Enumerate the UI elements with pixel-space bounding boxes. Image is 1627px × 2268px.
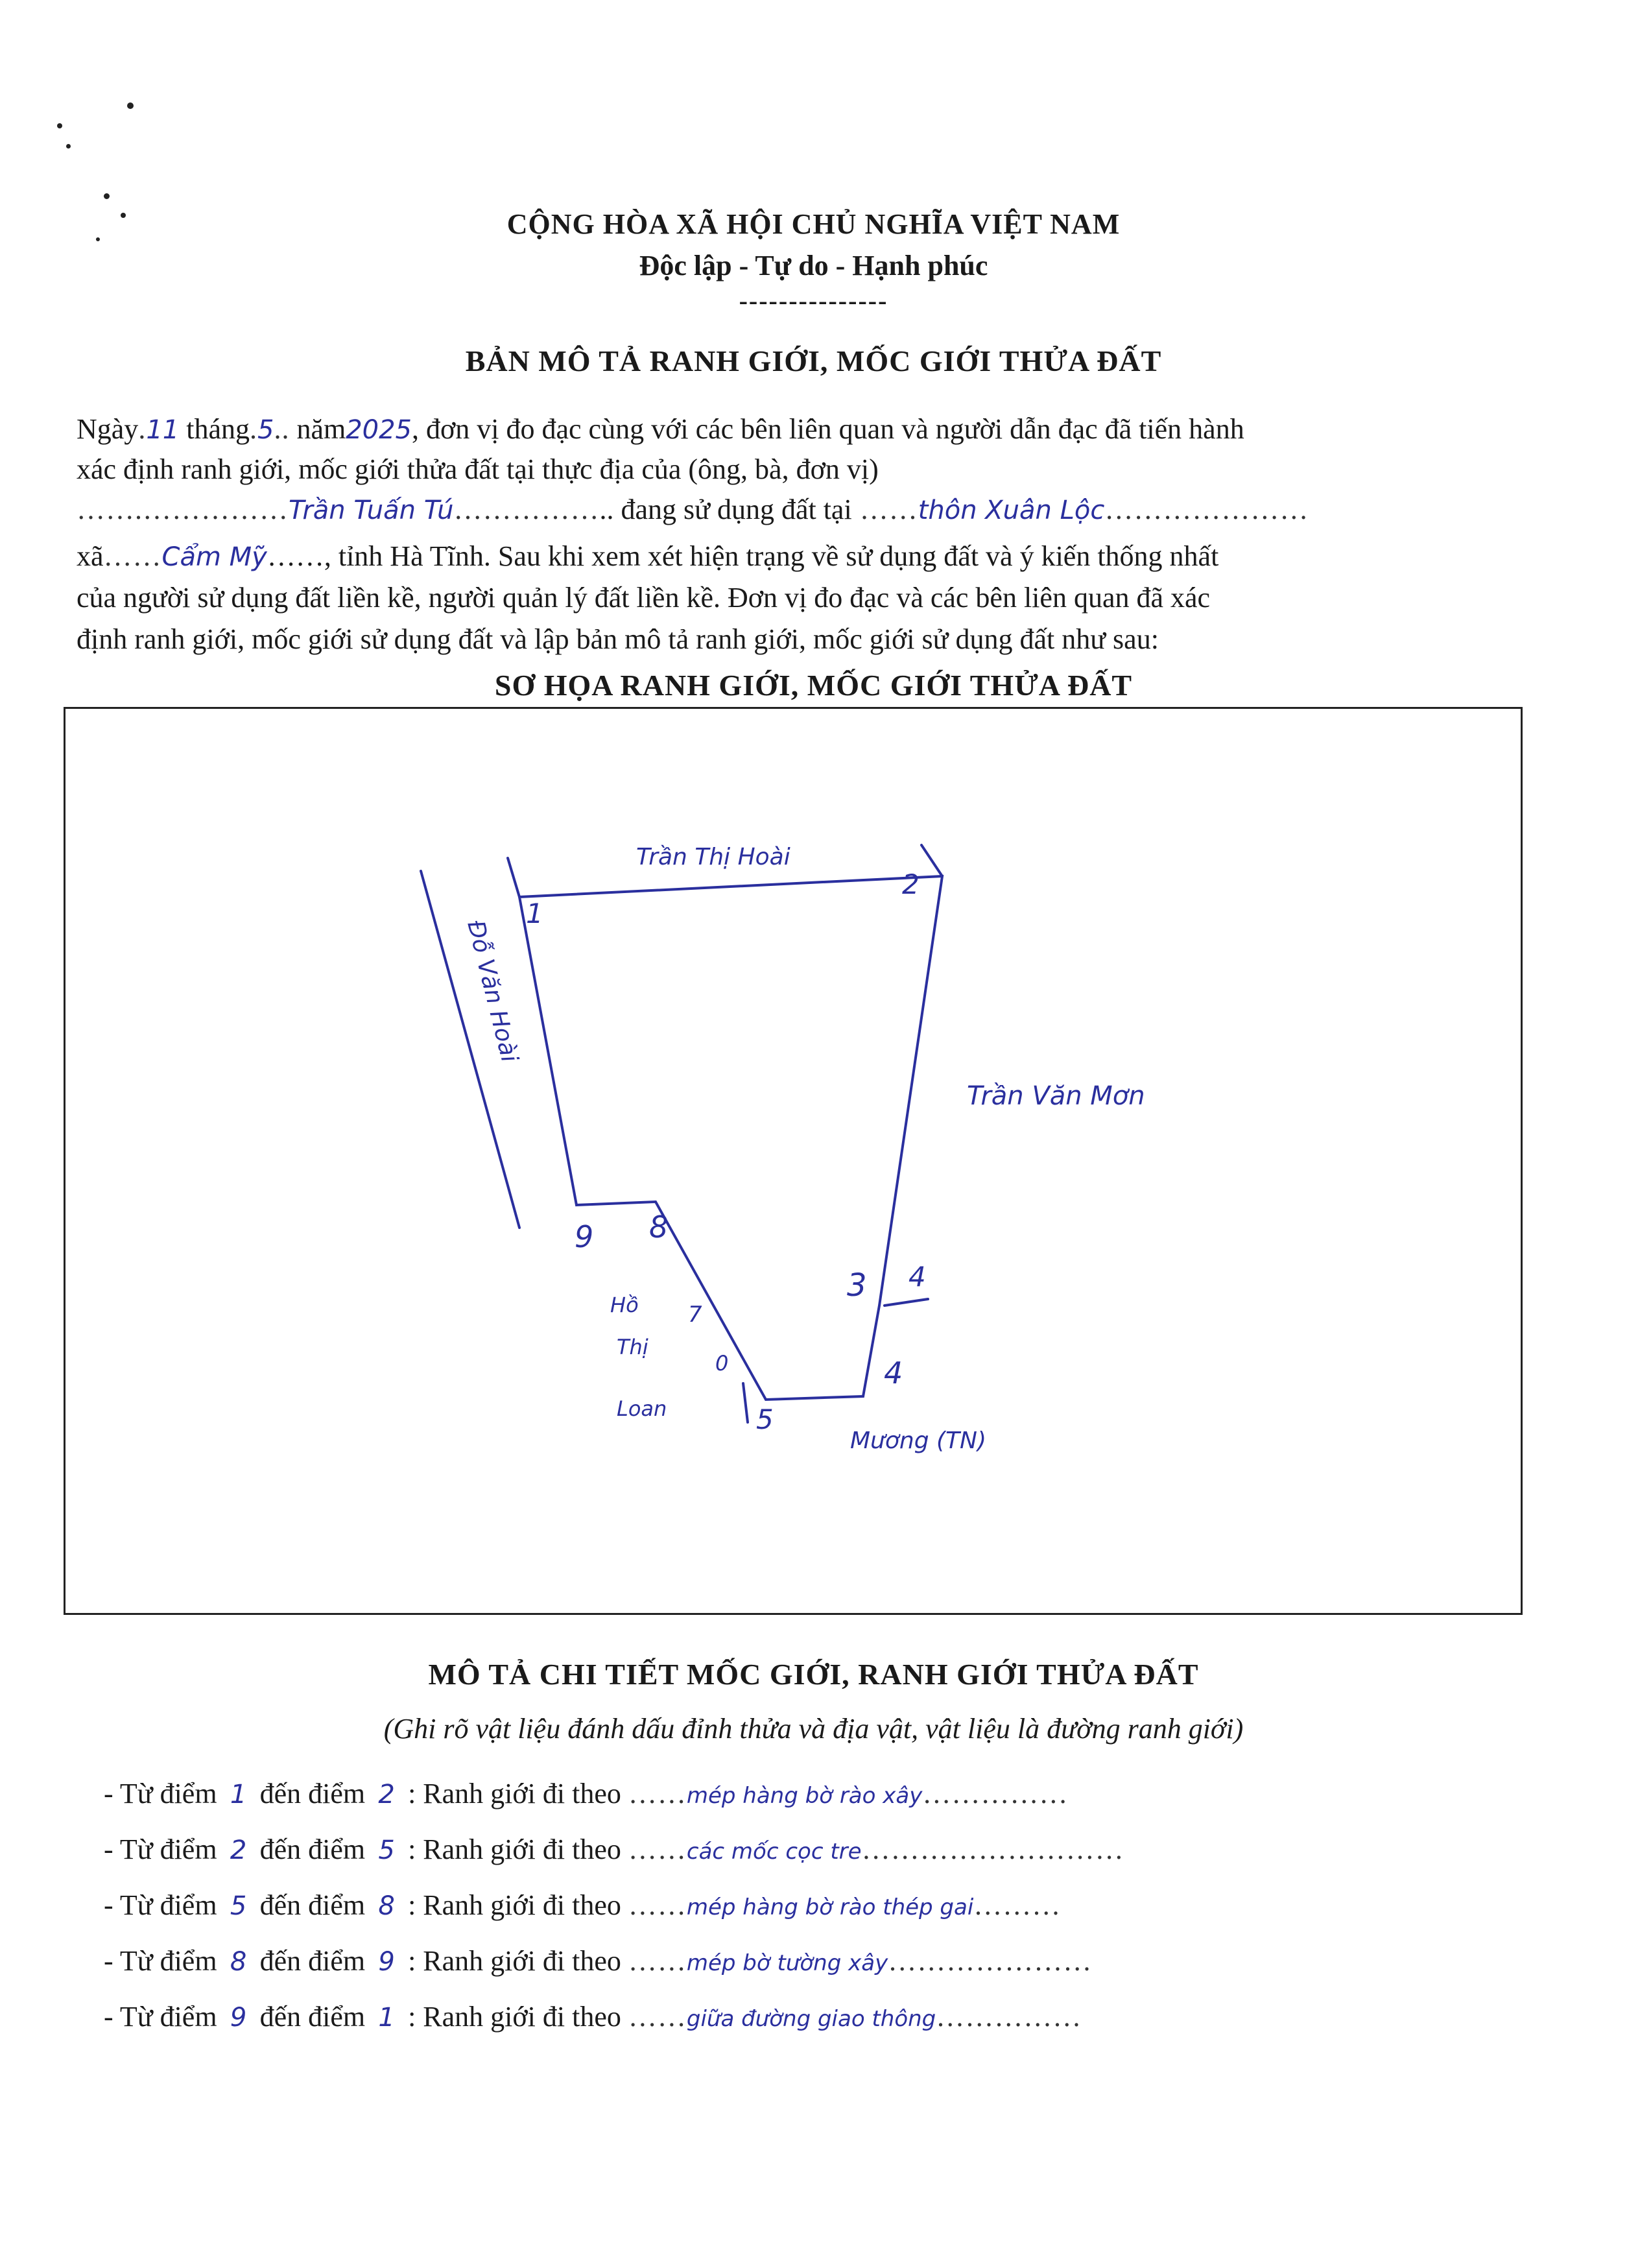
header-separator: --------------- [739,286,888,315]
scan-speck [66,144,71,149]
right-tick [885,1299,928,1306]
from-label: - Từ điểm [104,1833,217,1865]
point-label-6: 0 [715,1351,729,1376]
to-label: đến điểm [259,2001,366,2033]
from-point: 8 [230,1947,247,1977]
document-title: BẢN MÔ TẢ RANH GIỚI, MỐC GIỚI THỬA ĐẤT [465,344,1162,377]
from-label: - Từ điểm [104,1945,217,1977]
to-point: 9 [378,1947,395,1977]
from-label: - Từ điểm [104,1889,217,1921]
point-label-7: 7 [688,1302,702,1328]
follow-label: : Ranh giới đi theo [408,1833,621,1865]
point-label-4b: 4 [884,1355,903,1391]
follow-label: : Ranh giới đi theo [408,1889,621,1921]
boundary-row: - Từ điểm 5 đến điểm 8 : Ranh giới đi theo ……mép hàng bờ rào thép gai……… [104,1889,1062,1921]
to-point: 1 [378,2003,395,2033]
intro-line-3: …….……………Trần Tuấn Tú…………….. đang sử dụng đất tại ……thôn Xuân Lộc………………… [77,494,1309,525]
corner-tick-1 [508,858,519,897]
motto-heading: Độc lập - Tự do - Hạnh phúc [639,250,988,281]
detail-title: MÔ TẢ CHI TIẾT MỐC GIỚI, RANH GIỚI THỬA ĐẤT [428,1658,1199,1691]
point-label-9: 9 [575,1219,594,1254]
to-label: đến điểm [259,1945,366,1977]
neighbor-left-label: Đỗ Văn Hoài [462,918,523,1066]
point-label-2: 2 [902,868,920,900]
detail-note: (Ghi rõ vật liệu đánh dấu đỉnh thửa và địa vật, vật liệu là đường ranh giới) [383,1713,1244,1745]
point-label-4: 4 [909,1261,926,1293]
from-label: - Từ điểm [104,2001,217,2033]
nation-heading: CỘNG HÒA XÃ HỘI CHỦ NGHĨA VIỆT NAM [506,208,1121,240]
from-point: 9 [230,2003,247,2033]
intro-line-1-rest: , đơn vị đo đạc cùng với các bên liên quan và người dẫn đạc đã tiến hành [412,413,1244,445]
boundary-text: giữa đường giao thông [686,2006,936,2032]
to-label: đến điểm [259,1833,366,1865]
point-label-5: 5 [756,1403,774,1435]
neighbor-inner-line-2: Thị [617,1335,648,1359]
boundary-row: - Từ điểm 8 đến điểm 9 : Ranh giới đi theo ……mép bờ tường xây………………… [104,1945,1093,1977]
sketch-title: SƠ HỌA RANH GIỚI, MỐC GIỚI THỬA ĐẤT [494,669,1133,702]
to-point: 8 [378,1891,395,1921]
nam-value: 2025 [346,415,412,445]
neighbor-top-label: Trần Thị Hoài [636,844,790,870]
boundary-row: - Từ điểm 9 đến điểm 1 : Ranh giới đi theo ……giữa đường giao thông…………… [104,2001,1082,2033]
neighbor-inner-line-1: Hồ [610,1293,639,1317]
follow-label: : Ranh giới đi theo [408,2001,621,2033]
follow-label: : Ranh giới đi theo [408,1945,621,1977]
intro-line-5: của người sử dụng đất liền kề, người quản lý đất liền kề. Đơn vị đo đạc và các bên liên quan đã xác [77,582,1211,614]
boundary-row: - Từ điểm 1 đến điểm 2 : Ranh giới đi theo ……mép hàng bờ rào xây…………… [104,1778,1069,1809]
sketch-frame [64,707,1523,1615]
nam-label: năm [296,413,346,445]
parcel-sketch [65,709,1525,1617]
xa-value: Cẩm Mỹ [161,542,267,572]
to-label: đến điểm [259,1889,366,1921]
neighbor-inner-line-3: Loan [617,1396,667,1421]
point-label-1: 1 [526,898,543,929]
from-label: - Từ điểm [104,1778,217,1809]
intro-line-4-rest: ……, tỉnh Hà Tĩnh. Sau khi xem xét hiện trạng về sử dụng đất và ý kiến thống nhất [267,540,1219,572]
intro-line-4: xã……Cẩm Mỹ……, tỉnh Hà Tĩnh. Sau khi xem xét hiện trạng về sử dụng đất và ý kiến thống nhất [77,540,1219,572]
parcel-boundary [519,876,942,1400]
boundary-text: mép hàng bờ rào xây [686,1783,923,1809]
to-point: 5 [378,1835,395,1865]
bottom-tick [743,1383,748,1422]
boundary-text: mép bờ tường xây [686,1950,888,1976]
location-value: thôn Xuân Lộc [918,495,1105,525]
thang-label: tháng [186,413,250,445]
from-point: 2 [230,1835,247,1865]
from-point: 1 [230,1780,247,1809]
intro-line-2: xác định ranh giới, mốc giới thửa đất tại thực địa của (ông, bà, đơn vị) [77,453,879,485]
ngay-label: Ngày [77,413,139,445]
follow-label: : Ranh giới đi theo [408,1778,621,1809]
to-point: 2 [378,1780,395,1809]
ngay-value: 11 [146,415,180,445]
xa-label: xã [77,540,104,572]
point-label-3: 3 [847,1267,867,1304]
boundary-text: mép hàng bờ rào thép gai [686,1894,974,1920]
point-label-8: 8 [649,1210,669,1245]
neighbor-right-label: Trần Văn Mơn [967,1081,1145,1111]
intro-line-1: Ngày.11 tháng.5.. năm2025, đơn vị đo đạc cùng với các bên liên quan và người dẫn đạc đã tiến hành [77,413,1244,445]
owner-name: Trần Tuấn Tú [289,495,454,525]
intro-line-3-mid: .. đang sử dụng đất tại [599,494,852,525]
thang-value: 5 [257,415,274,445]
neighbor-bottom-label: Mương (TN) [850,1427,987,1454]
from-point: 5 [230,1891,247,1921]
scan-speck [57,123,62,128]
scan-speck [127,102,134,109]
intro-line-6: định ranh giới, mốc giới sử dụng đất và lập bản mô tả ranh giới, mốc giới sử dụng đất như sau: [77,623,1159,655]
boundary-row: - Từ điểm 2 đến điểm 5 : Ranh giới đi theo ……các mốc cọc tre……………………… [104,1833,1124,1865]
corner-tick-2 [921,845,942,876]
boundary-text: các mốc cọc tre [686,1839,862,1865]
to-label: đến điểm [259,1778,366,1809]
scan-speck [104,193,110,199]
